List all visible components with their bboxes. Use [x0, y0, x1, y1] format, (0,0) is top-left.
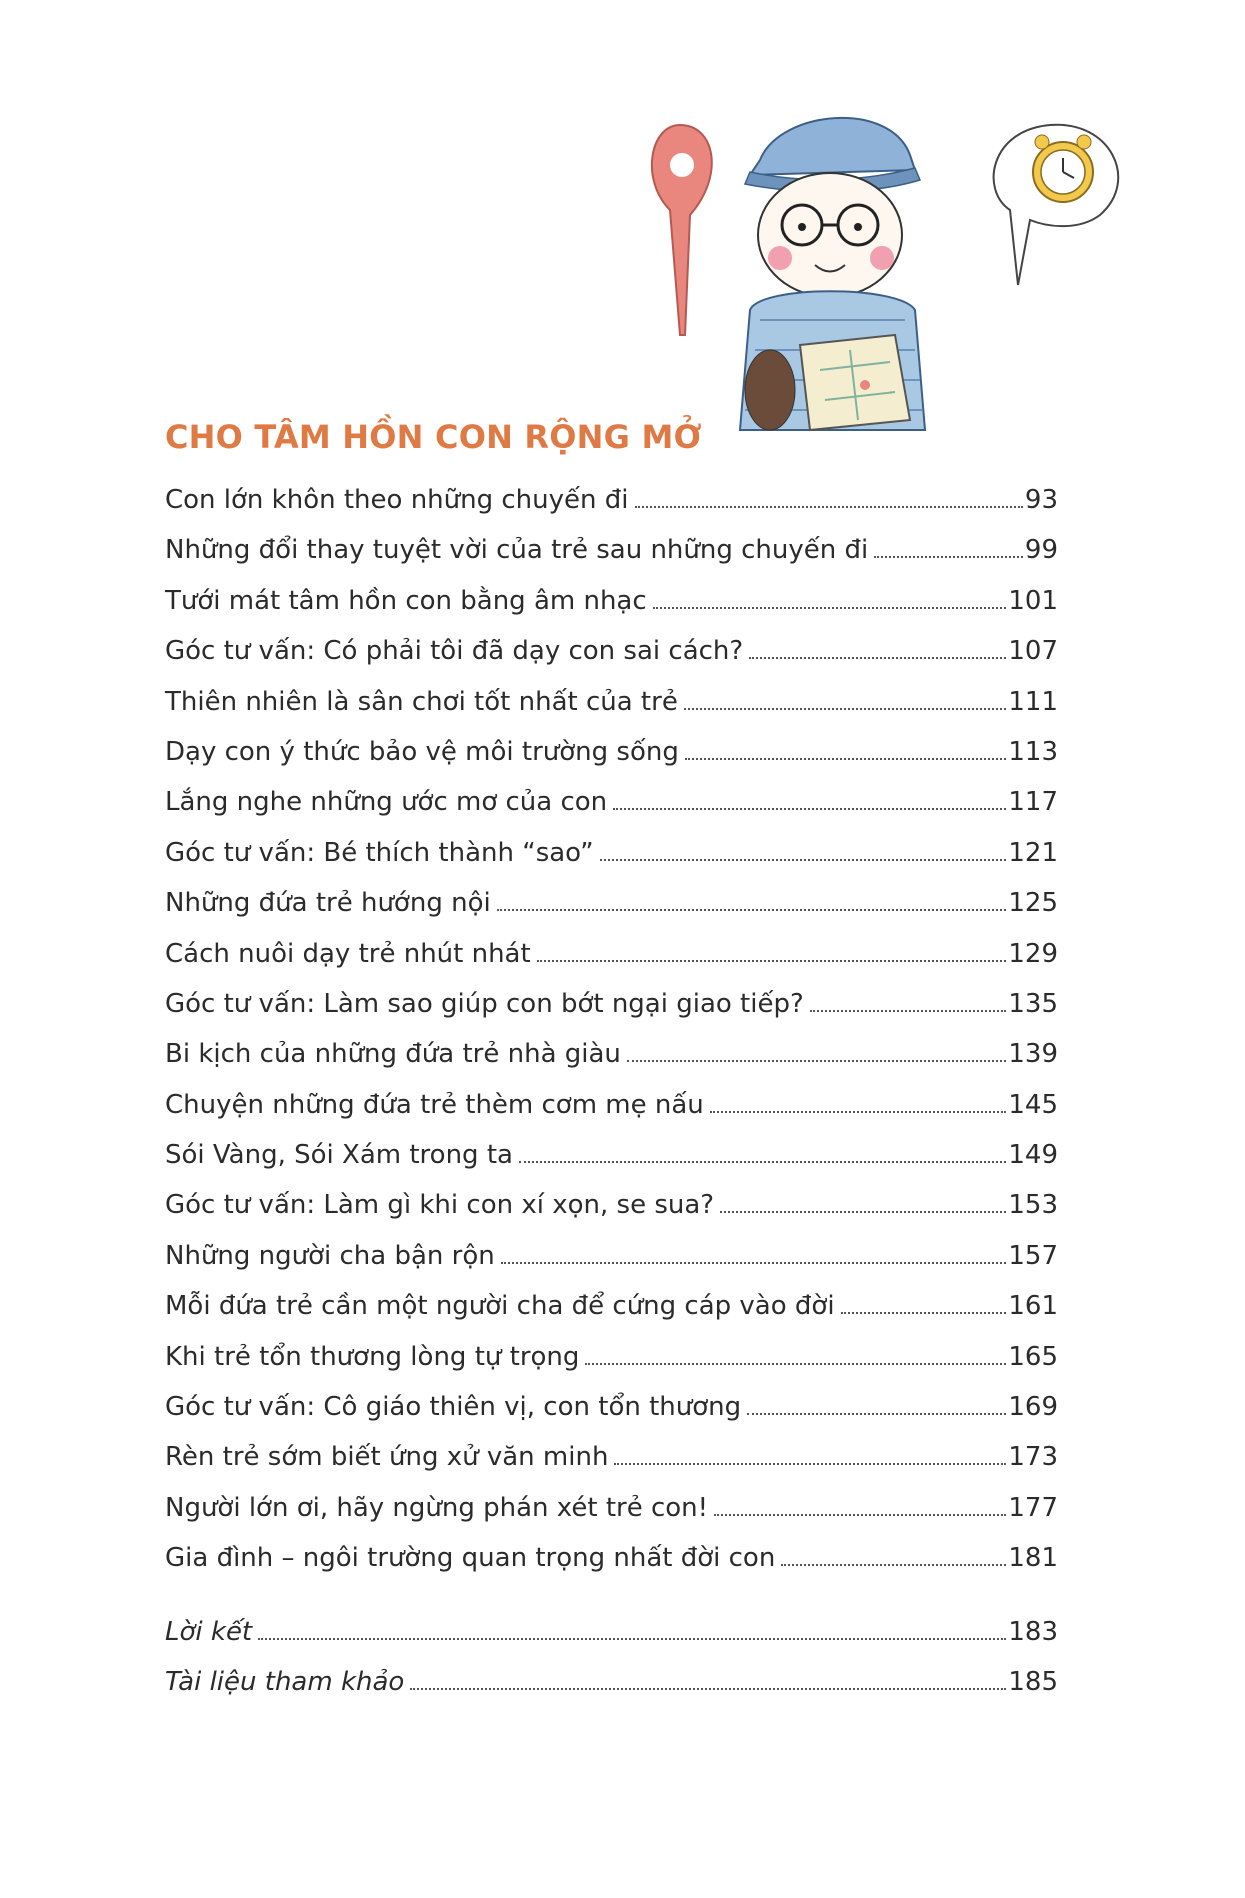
toc-entry[interactable]	[165, 1342, 1058, 1392]
toc-entry-title: Góc tư vấn: Có phải tôi đã dạy con sai cách?	[165, 636, 744, 667]
toc-entry[interactable]	[165, 1291, 1058, 1341]
toc-entry[interactable]	[165, 1442, 1058, 1492]
toc-entry-title: Những người cha bận rộn	[165, 1240, 495, 1271]
toc-entry[interactable]	[165, 1090, 1058, 1140]
toc-entry-page-number: 157	[1008, 1240, 1058, 1271]
toc-entry[interactable]	[165, 787, 1058, 837]
toc-entry-title: Mỗi đứa trẻ cần một người cha để cứng cáp vào đời	[165, 1291, 835, 1322]
toc-entry-title: Tài liệu tham khảo	[165, 1667, 405, 1698]
toc-entry-title: Thiên nhiên là sân chơi tốt nhất của trẻ	[165, 686, 678, 717]
toc-entry[interactable]	[165, 1140, 1058, 1190]
toc-entry-page-number: 149	[1008, 1140, 1058, 1171]
dot-leader	[501, 1262, 1007, 1264]
dot-leader	[258, 1638, 1006, 1640]
dot-leader	[810, 1010, 1007, 1012]
toc-entry-page-number: 181	[1008, 1543, 1058, 1574]
toc-entry[interactable]	[165, 485, 1058, 535]
toc-entry[interactable]	[165, 1241, 1058, 1291]
toc-entry-page-number: 121	[1008, 837, 1058, 868]
toc-entry-page-number: 117	[1008, 787, 1058, 818]
toc-entry-page-number: 139	[1008, 1039, 1058, 1070]
dot-leader	[497, 909, 1007, 911]
boy-with-map-illustration	[630, 100, 1150, 470]
toc-entry-title: Những đổi thay tuyệt vời của trẻ sau những chuyến đi	[165, 535, 869, 566]
dot-leader	[635, 506, 1023, 508]
toc-entry-title: Khi trẻ tổn thương lòng tự trọng	[165, 1341, 580, 1372]
toc-entry[interactable]	[165, 1617, 1058, 1667]
dot-leader	[710, 1111, 1007, 1113]
toc-entry-page-number: 125	[1008, 888, 1058, 919]
dot-leader	[747, 1413, 1006, 1415]
toc-entry-title: Tưới mát tâm hồn con bằng âm nhạc	[165, 585, 647, 616]
toc-entry-title: Rèn trẻ sớm biết ứng xử văn minh	[165, 1442, 609, 1473]
toc-entry-title: Người lớn ơi, hãy ngừng phán xét trẻ con!	[165, 1492, 709, 1523]
toc-entry[interactable]	[165, 1493, 1058, 1543]
toc-entry[interactable]	[165, 1039, 1058, 1089]
toc-entry-page-number: 135	[1008, 988, 1058, 1019]
toc-entry-page-number: 145	[1008, 1089, 1058, 1120]
dot-leader	[653, 607, 1007, 609]
toc-entry-page-number: 111	[1008, 686, 1058, 717]
toc-entry-page-number: 185	[1008, 1667, 1058, 1698]
toc-entry-page-number: 99	[1024, 535, 1058, 566]
toc-entry-title: Dạy con ý thức bảo vệ môi trường sống	[165, 736, 679, 767]
toc-entry[interactable]	[165, 535, 1058, 585]
toc-entry[interactable]	[165, 838, 1058, 888]
toc-entry-page-number: 101	[1008, 585, 1058, 616]
dot-leader	[874, 556, 1023, 558]
dot-leader	[684, 708, 1007, 710]
toc-entry[interactable]	[165, 1392, 1058, 1442]
toc-entry-page-number: 153	[1008, 1190, 1058, 1221]
toc-entry-page-number: 177	[1008, 1492, 1058, 1523]
toc-entry-title: Bi kịch của những đứa trẻ nhà giàu	[165, 1039, 621, 1070]
toc-entry-page-number: 93	[1024, 485, 1058, 515]
toc-entry[interactable]	[165, 1543, 1058, 1593]
alarm-clock-bubble-icon	[994, 125, 1119, 285]
dot-leader	[714, 1514, 1006, 1516]
toc-entry[interactable]	[165, 687, 1058, 737]
dot-leader	[613, 808, 1006, 810]
toc-entry-page-number: 169	[1008, 1392, 1058, 1423]
toc-entry[interactable]	[165, 1190, 1058, 1240]
toc-entry-title: Góc tư vấn: Làm gì khi con xí xọn, se sua?	[165, 1190, 715, 1221]
dot-leader	[519, 1161, 1006, 1163]
dot-leader	[585, 1363, 1006, 1365]
dot-leader	[749, 657, 1006, 659]
toc-entry-title: Cách nuôi dạy trẻ nhút nhát	[165, 938, 531, 969]
toc-entry[interactable]	[165, 586, 1058, 636]
toc-entry[interactable]	[165, 939, 1058, 989]
section-title: CHO TÂM HỒN CON RỘNG MỞ	[165, 418, 702, 456]
toc-entry-title: Con lớn khôn theo những chuyến đi	[165, 485, 629, 515]
map-pin-icon	[652, 125, 712, 335]
toc-entry[interactable]	[165, 888, 1058, 938]
dot-leader	[410, 1688, 1006, 1690]
toc-entry-page-number: 183	[1008, 1617, 1058, 1647]
toc-entry[interactable]	[165, 737, 1058, 787]
dot-leader	[781, 1564, 1006, 1566]
toc-entry-page-number: 165	[1008, 1341, 1058, 1372]
dot-leader	[841, 1312, 1007, 1314]
toc-entry-title: Những đứa trẻ hướng nội	[165, 888, 491, 919]
toc-entry-page-number: 107	[1008, 636, 1058, 667]
toc-entry-page-number: 129	[1008, 938, 1058, 969]
toc-entry-title: Lời kết	[165, 1617, 253, 1647]
toc-entry-title: Góc tư vấn: Làm sao giúp con bớt ngại giao tiếp?	[165, 988, 804, 1019]
table-of-contents	[165, 485, 1058, 1594]
dot-leader	[685, 758, 1007, 760]
toc-entry-title: Chuyện những đứa trẻ thèm cơm mẹ nấu	[165, 1089, 704, 1120]
dot-leader	[614, 1463, 1006, 1465]
toc-entry-title: Lắng nghe những ước mơ của con	[165, 787, 608, 818]
toc-entry[interactable]	[165, 1667, 1058, 1717]
toc-entry-page-number: 161	[1008, 1291, 1058, 1322]
toc-entry-page-number: 113	[1008, 736, 1058, 767]
toc-entry[interactable]	[165, 636, 1058, 686]
boy-figure	[740, 118, 925, 430]
end-matter-list	[165, 1617, 1058, 1718]
toc-entry[interactable]	[165, 989, 1058, 1039]
dot-leader	[537, 960, 1007, 962]
toc-entry-title: Gia đình – ngôi trường quan trọng nhất đời con	[165, 1543, 776, 1574]
toc-entry-page-number: 173	[1008, 1442, 1058, 1473]
toc-entry-title: Sói Vàng, Sói Xám trong ta	[165, 1140, 513, 1171]
dot-leader	[600, 859, 1007, 861]
dot-leader	[627, 1060, 1006, 1062]
dot-leader	[720, 1211, 1006, 1213]
toc-entry-title: Góc tư vấn: Cô giáo thiên vị, con tổn thương	[165, 1392, 742, 1423]
toc-entry-title: Góc tư vấn: Bé thích thành “sao”	[165, 837, 594, 868]
